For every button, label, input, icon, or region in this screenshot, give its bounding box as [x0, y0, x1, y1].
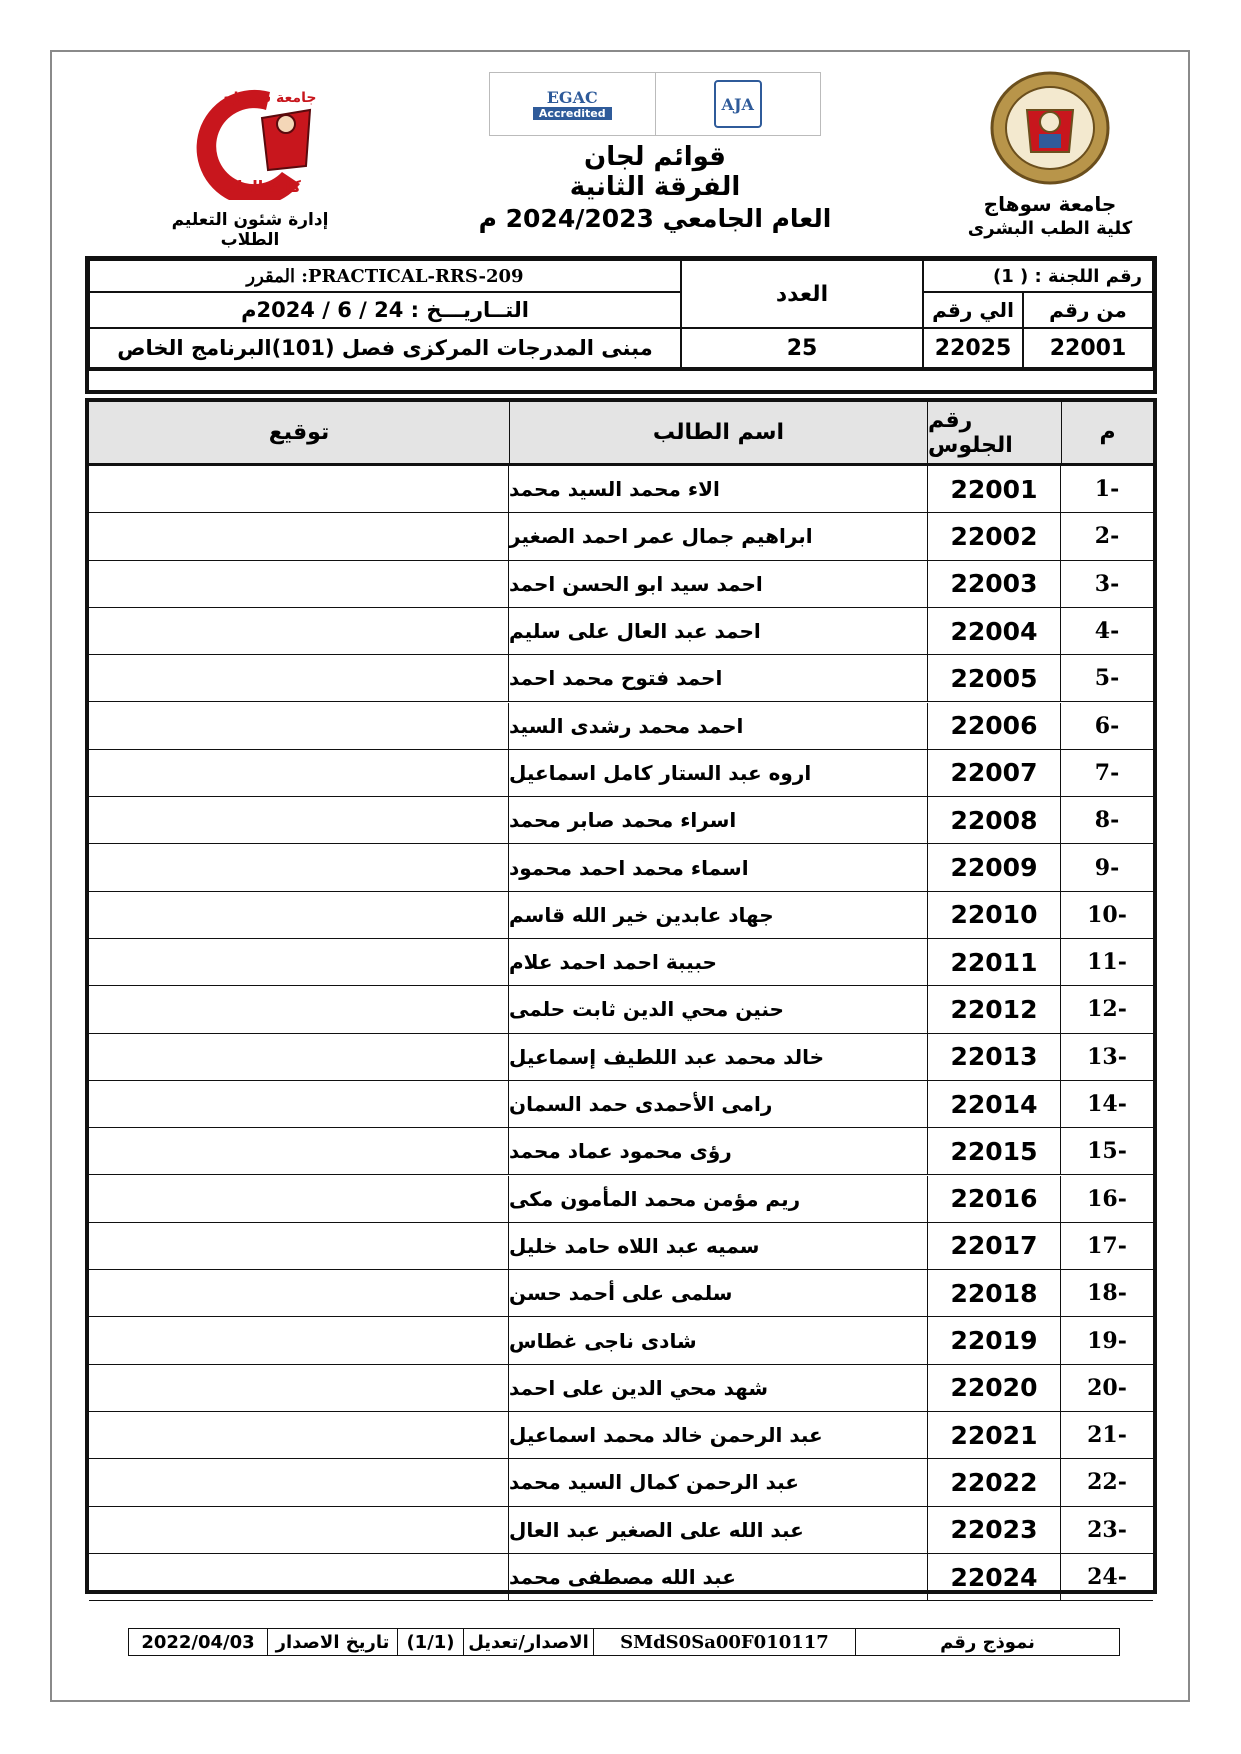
table-row [89, 797, 1153, 844]
seat-number: 22018 [927, 1270, 1061, 1316]
table-header-row [89, 402, 1153, 466]
seat-number: 22007 [927, 750, 1061, 796]
signature-cell [89, 513, 509, 559]
form-number-label: نموذج رقم [855, 1629, 1119, 1655]
seat-number: 22016 [927, 1176, 1061, 1222]
table-row [89, 1223, 1153, 1270]
signature-cell [89, 655, 509, 701]
student-name: عبد الله على الصغير عبد العال [509, 1517, 804, 1542]
seat-number: 22008 [927, 797, 1061, 843]
table-row [89, 844, 1153, 891]
signature-cell [89, 703, 509, 749]
seat-number: 22003 [927, 561, 1061, 607]
student-name: احمد عبد العال على سليم [509, 619, 761, 644]
row-index: 23- [1087, 1516, 1127, 1543]
signature-cell [89, 466, 509, 512]
seat-number: 22010 [927, 892, 1061, 938]
seat-number: 22017 [927, 1223, 1061, 1269]
signature-cell [89, 1270, 509, 1316]
student-name: رؤى محمود عماد محمد [509, 1139, 732, 1164]
exam-location: مبنى المدرجات المركزى فصل (101)البرنامج الخاص [89, 328, 681, 368]
student-name: سميه عبد اللاه حامد خليل [509, 1233, 760, 1258]
row-index: 7- [1094, 759, 1120, 786]
signature-cell [89, 939, 509, 985]
seat-number: 22021 [927, 1412, 1061, 1458]
student-name: اسراء محمد صابر محمد [509, 808, 737, 833]
row-index: 15- [1087, 1138, 1127, 1165]
table-row [89, 1365, 1153, 1412]
row-index: 3- [1094, 570, 1120, 597]
student-name: جهاد عابدين خير الله قاسم [509, 902, 774, 927]
table-row [89, 1507, 1153, 1554]
to-number-label: الي رقم [923, 292, 1023, 328]
table-row [89, 1412, 1153, 1459]
seat-number: 22014 [927, 1081, 1061, 1127]
table-row [89, 1270, 1153, 1317]
seat-number: 22015 [927, 1128, 1061, 1174]
table-row [89, 939, 1153, 986]
student-name: رامى الأحمدى حمد السمان [509, 1092, 773, 1117]
aja-badge [656, 73, 821, 135]
title-year-level: الفرقة الثانية [569, 172, 741, 202]
count-value: 25 [681, 328, 923, 368]
seat-number: 22009 [927, 844, 1061, 890]
row-index: 22- [1087, 1469, 1127, 1496]
faculty-logo-icon [150, 80, 350, 200]
seat-number: 22002 [927, 513, 1061, 559]
exam-date: التــاريـــخ : 24 / 6 / 2024م [89, 292, 681, 328]
row-index: 6- [1094, 712, 1120, 739]
count-label: العدد [681, 260, 923, 328]
row-index: 9- [1094, 854, 1120, 881]
aja-label: AJA [721, 94, 754, 114]
table-row [89, 655, 1153, 702]
signature-cell [89, 797, 509, 843]
signature-cell [89, 1176, 509, 1222]
row-index: 4- [1094, 618, 1120, 645]
signature-cell [89, 561, 509, 607]
seat-number: 22004 [927, 608, 1061, 654]
student-name: حنين محي الدين ثابت حلمى [509, 997, 784, 1022]
signature-cell [89, 1365, 509, 1411]
student-name: عبد الرحمن خالد محمد اسماعيل [509, 1423, 823, 1448]
version-value: (1/1) [397, 1629, 463, 1655]
header-signature: توقيع [268, 420, 330, 445]
row-index: 13- [1087, 1043, 1127, 1070]
seat-number: 22005 [927, 655, 1061, 701]
version-label: الاصدار/تعديل [463, 1629, 593, 1655]
row-index: 8- [1094, 807, 1120, 834]
info-bottom-rule [89, 368, 1153, 393]
faculty-header [140, 80, 360, 250]
table-row [89, 750, 1153, 797]
student-name: ابراهيم جمال عمر احمد الصغير [509, 524, 813, 549]
signature-cell [89, 1081, 509, 1127]
student-name: اروه عبد الستار كامل اسماعيل [509, 760, 812, 785]
issue-date-label: تاريخ الاصدار [267, 1629, 397, 1655]
university-seal-icon [989, 70, 1111, 186]
table-row [89, 1459, 1153, 1506]
row-index: 11- [1087, 949, 1127, 976]
seat-number: 22006 [927, 703, 1061, 749]
students-table [85, 398, 1157, 1594]
table-row [89, 1317, 1153, 1364]
title-academic-year: العام الجامعي 2024/2023 م [478, 204, 832, 233]
title-committee-lists: قوائم لجان [584, 142, 726, 172]
table-row [89, 1554, 1153, 1601]
student-name: احمد محمد رشدى السيد [509, 713, 744, 738]
signature-cell [89, 1507, 509, 1553]
seat-number: 22001 [927, 466, 1061, 512]
seat-number: 22012 [927, 986, 1061, 1032]
signature-cell [89, 844, 509, 890]
student-name: عبد الرحمن كمال السيد محمد [509, 1470, 799, 1495]
row-index: 1- [1094, 476, 1120, 503]
from-number-value: 22001 [1023, 328, 1153, 368]
globe-icon [714, 80, 762, 128]
committee-number: رقم اللجنة : ( 1) [923, 260, 1153, 292]
header-seat-number: رقم الجلوس [927, 402, 1061, 463]
student-name: سلمى على أحمد حسن [509, 1281, 733, 1306]
seat-number: 22013 [927, 1034, 1061, 1080]
issue-date-value: 2022/04/03 [141, 1631, 255, 1653]
accreditation-badges [489, 72, 821, 136]
document-title-block [470, 72, 840, 233]
row-index: 24- [1087, 1564, 1127, 1591]
seat-number: 22019 [927, 1317, 1061, 1363]
student-name: ريم مؤمن محمد المأمون مكى [509, 1186, 801, 1211]
table-row [89, 608, 1153, 655]
to-number-value: 22025 [923, 328, 1023, 368]
student-name: شادى ناجى غطاس [509, 1328, 697, 1353]
department-name: إدارة شئون التعليم الطلاب [171, 210, 329, 250]
signature-cell [89, 1034, 509, 1080]
row-index: 17- [1087, 1232, 1127, 1259]
signature-cell [89, 1128, 509, 1174]
signature-cell [89, 1412, 509, 1458]
row-index: 14- [1087, 1091, 1127, 1118]
student-name: حبيبة احمد احمد علام [509, 950, 717, 975]
form-number-value: SMdS0Sa00F010117 [593, 1629, 855, 1655]
student-name: احمد فتوح محمد احمد [509, 666, 723, 691]
row-index: 2- [1094, 523, 1120, 550]
course-code: المقرر :PRACTICAL-RRS-209 [89, 260, 681, 292]
row-index: 5- [1094, 665, 1120, 692]
student-name: شهد محي الدين على احمد [509, 1375, 769, 1400]
student-name: الاء محمد السيد محمد [509, 477, 720, 502]
table-row [89, 1176, 1153, 1223]
row-index: 16- [1087, 1185, 1127, 1212]
signature-cell [89, 1459, 509, 1505]
student-name: عبد الله مصطفى محمد [509, 1565, 736, 1590]
table-row [89, 986, 1153, 1033]
seat-number: 22024 [927, 1554, 1061, 1600]
signature-cell [89, 986, 509, 1032]
table-row [89, 513, 1153, 560]
header-student-name: اسم الطالب [509, 402, 927, 463]
from-number-label: من رقم [1023, 292, 1153, 328]
signature-cell [89, 750, 509, 796]
university-header [960, 70, 1140, 239]
seat-number: 22020 [927, 1365, 1061, 1411]
student-name: خالد محمد عبد اللطيف إسماعيل [509, 1044, 825, 1069]
table-row [89, 892, 1153, 939]
faculty-name: كلية الطب البشرى [967, 218, 1133, 239]
seat-number: 22011 [927, 939, 1061, 985]
seat-number: 22023 [927, 1507, 1061, 1553]
table-row [89, 466, 1153, 513]
university-name: جامعة سوهاج [983, 192, 1117, 216]
signature-cell [89, 608, 509, 654]
table-row [89, 1128, 1153, 1175]
committee-info-table [85, 256, 1157, 394]
egac-label: EGAC [546, 88, 598, 107]
row-index: 10- [1087, 901, 1127, 928]
logo-text-top: جامعة سوهاج [223, 90, 317, 106]
table-row [89, 561, 1153, 608]
seat-number: 22022 [927, 1459, 1061, 1505]
row-index: 21- [1087, 1422, 1127, 1449]
row-index: 20- [1087, 1374, 1127, 1401]
signature-cell [89, 1317, 509, 1363]
signature-cell [89, 892, 509, 938]
student-name: احمد سيد ابو الحسن احمد [509, 571, 763, 596]
row-index: 19- [1087, 1327, 1127, 1354]
row-index: 12- [1087, 996, 1127, 1023]
table-row [89, 703, 1153, 750]
header-m: م [1061, 402, 1153, 463]
row-index: 18- [1087, 1280, 1127, 1307]
egac-badge [490, 73, 656, 135]
signature-cell [89, 1554, 509, 1600]
signature-cell [89, 1223, 509, 1269]
logo-text-bottom: كلية الطب [219, 177, 301, 196]
form-footer [128, 1628, 1120, 1656]
table-row [89, 1081, 1153, 1128]
student-name: اسماء محمد احمد محمود [509, 855, 749, 880]
table-row [89, 1034, 1153, 1081]
egac-sub: Accredited [533, 107, 612, 120]
